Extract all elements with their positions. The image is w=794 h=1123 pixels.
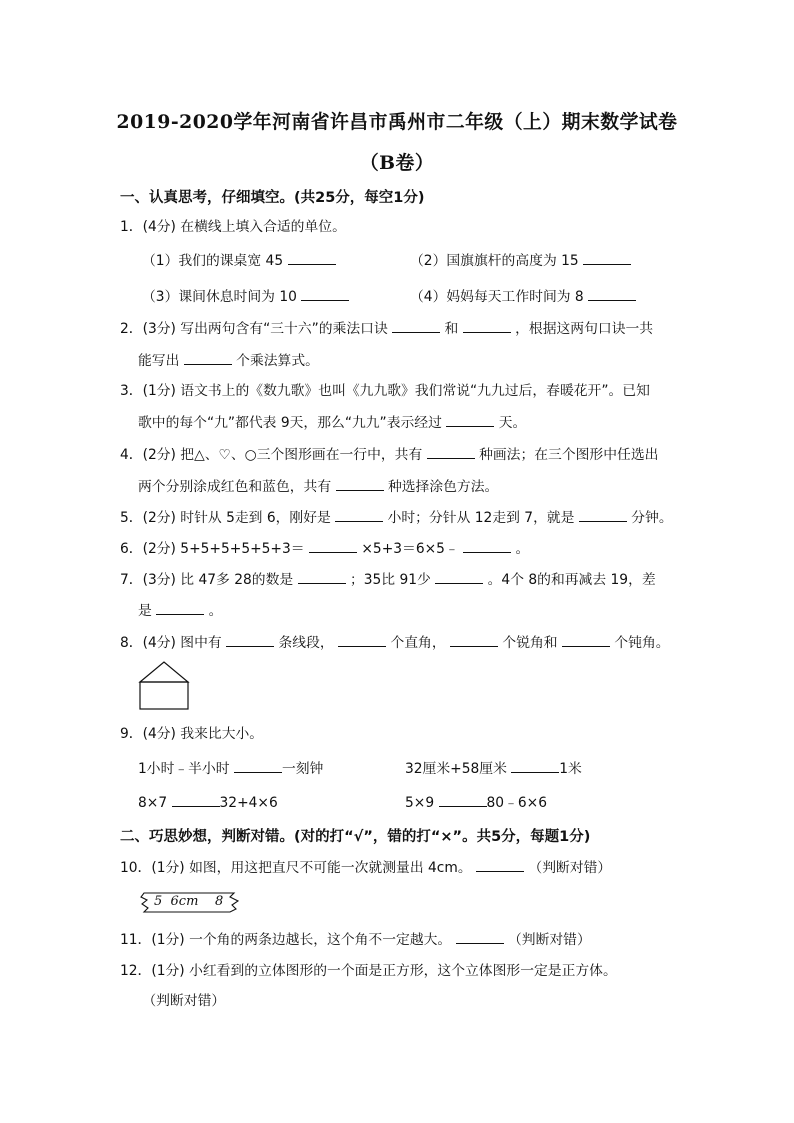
q8-text-4: 个锐角和 bbox=[502, 635, 558, 651]
q1-stem: 1．(4分) 在横线上填入合适的单位。 bbox=[120, 219, 346, 235]
q6-text-1: 6．(2分) 5+5+5+5+5+3＝ bbox=[120, 541, 305, 557]
answer-blank[interactable] bbox=[234, 758, 282, 773]
q2-line-1 bbox=[120, 318, 653, 339]
q12-line-2 bbox=[138, 991, 225, 1011]
ruler-label: 5 6cm 8 bbox=[154, 894, 224, 909]
q5-text-2: 小时；分针从 12走到 7，就是 bbox=[387, 510, 575, 526]
q1-part-2 bbox=[410, 250, 631, 271]
answer-blank[interactable] bbox=[446, 412, 494, 427]
q9-text-8: 80﹣6×6 bbox=[486, 795, 547, 811]
q4-line-1 bbox=[120, 444, 658, 465]
q9-text-1: 1小时﹣半小时 bbox=[138, 761, 230, 777]
answer-blank[interactable] bbox=[463, 318, 511, 333]
answer-blank[interactable] bbox=[172, 792, 220, 807]
q2-text-3: ，根据这两句口诀一共 bbox=[515, 321, 654, 337]
q1-part-3-text: （3）课间休息时间为 10 bbox=[142, 289, 297, 305]
answer-blank[interactable] bbox=[463, 538, 511, 553]
answer-blank[interactable] bbox=[336, 476, 384, 491]
q7-text-4: 是 bbox=[138, 603, 152, 619]
q6-line bbox=[120, 538, 529, 559]
q9-text-3: 32厘米+58厘米 bbox=[405, 761, 507, 777]
answer-blank[interactable] bbox=[427, 444, 475, 459]
q9-stem: 9．(4分) 我来比大小。 bbox=[120, 726, 264, 742]
q4-text-3: 两个分别涂成红色和蓝色，共有 bbox=[138, 479, 332, 495]
q1-part-3 bbox=[142, 286, 349, 307]
q4-line-2 bbox=[138, 476, 498, 497]
q8-text-5: 个钝角。 bbox=[614, 635, 670, 651]
q1-part-1 bbox=[142, 250, 336, 271]
q1-part-4 bbox=[410, 286, 636, 307]
q9-text-4: 1米 bbox=[559, 761, 582, 777]
q9-compare-1 bbox=[138, 758, 323, 779]
answer-blank[interactable] bbox=[579, 507, 627, 522]
q7-text-1: 7．(3分) 比 47多 28的数是 bbox=[120, 572, 294, 588]
q5-text-3: 分钟。 bbox=[631, 510, 673, 526]
q8-text-1: 8．(4分) 图中有 bbox=[120, 635, 222, 651]
q11-text-1: 11．(1分) 一个角的两条边越长，这个角不一定越大。 bbox=[120, 932, 452, 948]
q7-text-3: 。4个 8的和再减去 19，差 bbox=[487, 572, 656, 588]
q2-text-5: 个乘法算式。 bbox=[236, 353, 319, 369]
q9-compare-3 bbox=[138, 792, 278, 813]
answer-blank[interactable] bbox=[511, 758, 559, 773]
q8-line bbox=[120, 632, 670, 653]
q12-line-1: 12．(1分) 小红看到的立体图形的一个面是正方形，这个立体图形一定是正方体。 bbox=[120, 963, 617, 979]
q10-text-1: 10．(1分) 如图，用这把直尺不可能一次就测量出 4cm。 bbox=[120, 860, 472, 876]
answer-blank[interactable] bbox=[456, 929, 504, 944]
section-2-heading: 二、巧思妙想，判断对错。(对的打“√”，错的打“×”。共5分，每题1分) bbox=[120, 829, 591, 845]
answer-blank[interactable] bbox=[338, 632, 386, 647]
q8-text-3: 个直角， bbox=[390, 635, 446, 651]
q7-text-2: ；35比 91少 bbox=[349, 572, 431, 588]
q9-text-6: 32+4×6 bbox=[219, 795, 278, 811]
q9-text-2: 一刻钟 bbox=[281, 761, 324, 777]
house-roof bbox=[140, 662, 188, 682]
q6-text-2: ×5+3＝6×5﹣ bbox=[361, 541, 459, 557]
house-shape-figure bbox=[138, 660, 192, 712]
q3-line-1: 3．(1分) 语文书上的《数九歌》也叫《九九歌》我们常说“九九过后，春暖花开”。已知 bbox=[120, 383, 650, 399]
answer-blank[interactable] bbox=[335, 507, 383, 522]
q7-line-2 bbox=[138, 600, 222, 621]
answer-blank[interactable] bbox=[288, 250, 336, 265]
q10-line bbox=[120, 857, 611, 878]
q9-text-5: 8×7 bbox=[138, 795, 168, 811]
q5-text-1: 5．(2分) 时针从 5走到 6，刚好是 bbox=[120, 510, 331, 526]
q11-text-2: （判断对错） bbox=[508, 932, 591, 948]
q2-text-2: 和 bbox=[444, 321, 459, 337]
answer-blank[interactable] bbox=[156, 600, 204, 615]
answer-blank[interactable] bbox=[450, 632, 498, 647]
answer-blank[interactable] bbox=[226, 632, 274, 647]
q4-text-1: 4．(2分) 把△、♡、○三个图形画在一行中，共有 bbox=[120, 447, 423, 463]
q9-compare-2 bbox=[405, 758, 582, 779]
answer-blank[interactable] bbox=[435, 569, 483, 584]
broken-ruler-figure bbox=[138, 890, 242, 916]
answer-blank[interactable] bbox=[562, 632, 610, 647]
q1-part-4-text: （4）妈妈每天工作时间为 8 bbox=[410, 289, 584, 305]
answer-blank[interactable] bbox=[439, 792, 487, 807]
q11-line bbox=[120, 929, 591, 950]
q2-text-1: 2．(3分) 写出两句含有“三十六”的乘法口诀 bbox=[120, 321, 388, 337]
q9-text-7: 5×9 bbox=[405, 795, 435, 811]
q3-text-2: 天。 bbox=[498, 415, 527, 431]
exam-title: 2019-2020学年河南省许昌市禹州市二年级（上）期末数学试卷 bbox=[116, 111, 678, 133]
q2-text-4: 能写出 bbox=[138, 353, 180, 369]
q1-part-2-text: （2）国旗旗杆的高度为 15 bbox=[410, 253, 579, 269]
answer-blank[interactable] bbox=[184, 350, 232, 365]
q1-part-1-text: （1）我们的课桌宽 45 bbox=[142, 253, 284, 269]
q6-text-3: 。 bbox=[515, 541, 530, 557]
answer-blank[interactable] bbox=[301, 286, 349, 301]
answer-blank[interactable] bbox=[392, 318, 440, 333]
q7-line-1 bbox=[120, 569, 656, 590]
q12-text-2: （判断对错） bbox=[142, 993, 226, 1009]
house-body bbox=[140, 682, 188, 709]
q10-text-2: （判断对错） bbox=[528, 860, 612, 876]
answer-blank[interactable] bbox=[583, 250, 631, 265]
answer-blank[interactable] bbox=[298, 569, 346, 584]
exam-subtitle: （B卷） bbox=[359, 152, 435, 174]
q3-line-2 bbox=[138, 412, 526, 433]
answer-blank[interactable] bbox=[588, 286, 636, 301]
q4-text-2: 种画法；在三个图形中任选出 bbox=[479, 447, 659, 463]
q8-text-2: 条线段， bbox=[278, 635, 334, 651]
q3-text-1: 歌中的每个“九”都代表 9天，那么“九九”表示经过 bbox=[138, 415, 442, 431]
q9-compare-4 bbox=[405, 792, 547, 813]
q2-line-2 bbox=[138, 350, 319, 371]
answer-blank[interactable] bbox=[309, 538, 357, 553]
q7-text-5: 。 bbox=[208, 603, 223, 619]
section-1-heading: 一、认真思考，仔细填空。(共25分，每空1分) bbox=[120, 190, 425, 206]
answer-blank[interactable] bbox=[476, 857, 524, 872]
q4-text-4: 种选择涂色方法。 bbox=[387, 479, 499, 495]
q5-line bbox=[120, 507, 673, 528]
